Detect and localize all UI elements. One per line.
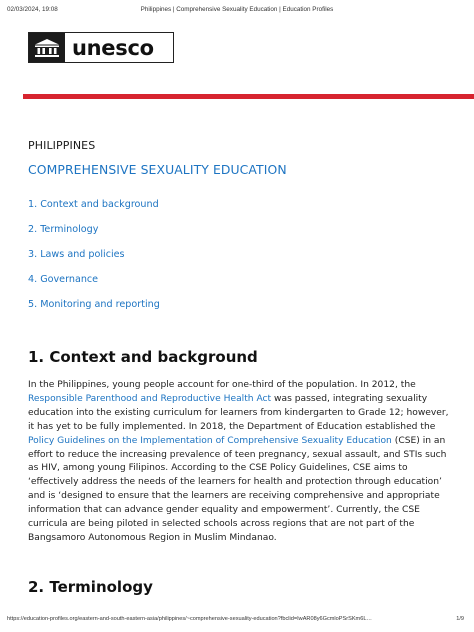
rh-act-link[interactable]: Responsible Parenthood and Reproductive Health Act: [28, 393, 272, 404]
section-heading-context: 1. Context and background: [28, 348, 258, 366]
print-url: https://education-profiles.org/eastern-and-south-eastern-asia/philippines/~comprehensive-sexuality-education?fbclid=IwAR08y6GcmloPSrSKm6L…: [7, 616, 373, 622]
toc-link-context[interactable]: 1. Context and background: [28, 199, 159, 210]
paragraph-text: In the Philippines, young people account for one-third of the population. In 2012, the: [28, 380, 416, 390]
unesco-wordmark: unesco: [72, 35, 154, 60]
print-page-title: Philippines | Comprehensive Sexuality Education | Education Profiles: [140, 6, 334, 13]
section-heading-terminology: 2. Terminology: [28, 578, 153, 596]
paragraph-text: was passed, integrating sexuality education into the existing curriculum for learners from kindergarten to Grade 12; however, it has yet to be fully implemented. In 2018, the Department of Education established the: [28, 393, 449, 432]
toc-link-terminology[interactable]: 2. Terminology: [28, 224, 99, 235]
unesco-temple-icon: [29, 33, 65, 62]
page-title: COMPREHENSIVE SEXUALITY EDUCATION: [28, 162, 287, 177]
toc-link-monitoring[interactable]: 5. Monitoring and reporting: [28, 299, 160, 310]
page-number: 1/9: [456, 616, 464, 622]
accent-divider: [23, 94, 474, 99]
cse-guidelines-link[interactable]: Policy Guidelines on the Implementation of Comprehensive Sexuality Education: [28, 435, 392, 446]
print-datetime: 02/03/2024, 19:08: [7, 6, 58, 13]
table-of-contents: [28, 199, 160, 324]
toc-link-laws-policies[interactable]: 3. Laws and policies: [28, 249, 125, 260]
toc-link-governance[interactable]: 4. Governance: [28, 274, 99, 285]
paragraph-text: (CSE) in an effort to reduce the increasing prevalence of teen pregnancy, sexual assault, and STIs such as HIV, among young Filipinos. According to the CSE Policy Guidelines, CSE aims to ‘effectively address the needs of the learners for health and protection through education’ and is ‘designed to ensure that the learners are receiving comprehensive and appropriate information that can advance gender equality and empowerment’. Currently, the CSE curricula are being piloted in selected schools across regions that are not part of the Bangsamoro Autonomous Region in Muslim Mindanao.: [28, 435, 447, 543]
unesco-logo[interactable]: [28, 32, 174, 63]
context-paragraph: [28, 379, 452, 546]
country-label: PHILIPPINES: [28, 139, 96, 152]
